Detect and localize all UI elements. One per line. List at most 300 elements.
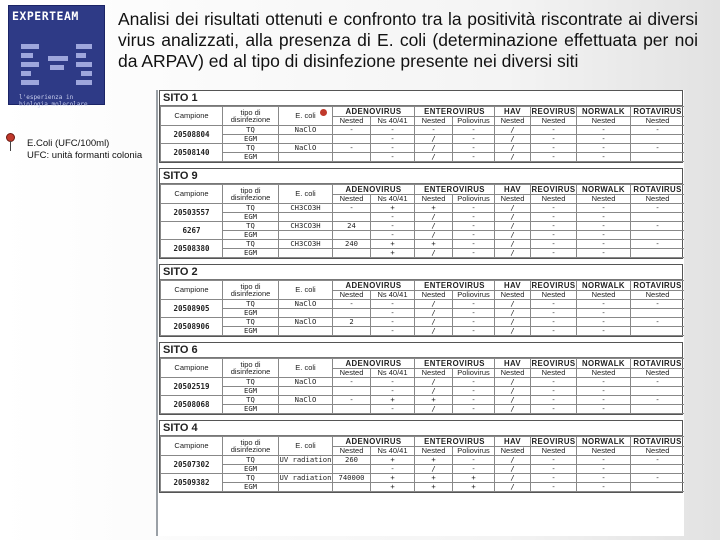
table-row	[161, 318, 685, 327]
result-cell	[279, 153, 333, 162]
result-cell: TQ	[223, 378, 279, 387]
subheader-norwalk-nested: Nested	[577, 117, 631, 126]
result-cell: -	[531, 231, 577, 240]
result-cell: -	[453, 135, 495, 144]
subheader-adeno-nested: Nested	[333, 195, 371, 204]
result-cell: +	[371, 240, 415, 249]
result-cell: TQ	[223, 456, 279, 465]
result-cell: -	[531, 249, 577, 258]
result-cell: /	[495, 318, 531, 327]
subheader-rota-nested: Nested	[631, 195, 685, 204]
header-reovirus: REOVIRUS	[531, 280, 576, 290]
result-cell: /	[415, 222, 453, 231]
header-campione: Campione	[161, 437, 223, 456]
result-cell: /	[415, 309, 453, 318]
result-cell	[279, 387, 333, 396]
subheader-adeno-ns4041: Ns 40/41	[371, 447, 415, 456]
result-cell	[631, 405, 685, 414]
result-cell: -	[631, 456, 685, 465]
result-cell: -	[631, 318, 685, 327]
legend-ufc: UFC: unità formanti colonia	[27, 150, 143, 161]
result-cell	[631, 153, 685, 162]
result-cell: -	[333, 126, 371, 135]
result-cell: -	[371, 126, 415, 135]
result-cell: -	[631, 222, 685, 231]
result-cell: TQ	[223, 396, 279, 405]
result-cell: UV radiation	[279, 473, 332, 483]
header-rotavirus: ROTAVIRUS	[631, 107, 685, 117]
subheader-entero-nested: Nested	[415, 195, 453, 204]
result-cell: /	[495, 396, 531, 405]
header-disinfezione-line: disinfezione	[230, 115, 271, 124]
result-cell	[333, 153, 371, 162]
subheader-reo-nested: Nested	[531, 117, 577, 126]
result-cell: +	[453, 483, 495, 492]
result-cell: NaClO	[279, 144, 333, 153]
result-cell: -	[531, 405, 577, 414]
result-cell: -	[577, 213, 631, 222]
result-cell	[333, 231, 371, 240]
site-table	[159, 420, 683, 493]
result-cell: -	[371, 405, 415, 414]
header-reovirus: REOVIRUS	[531, 184, 576, 194]
subheader-entero-poliovirus: Poliovirus	[453, 117, 495, 126]
result-cell	[333, 213, 371, 222]
header-tipo-line: tipo di	[240, 437, 261, 447]
result-cell: -	[453, 249, 495, 258]
header-row	[161, 107, 685, 117]
subheader-reo-nested: Nested	[531, 369, 577, 378]
subheader-rota-nested: Nested	[631, 117, 685, 126]
result-cell: /	[415, 249, 453, 258]
result-cell: EGM	[223, 405, 279, 414]
result-cell: -	[531, 204, 577, 213]
result-cell	[333, 327, 371, 336]
table-row	[161, 378, 685, 387]
result-cell: -	[631, 204, 685, 213]
result-cell: NaClO	[279, 300, 333, 309]
site-title: SITO 2	[160, 265, 682, 280]
header-tipo-disinfezione	[223, 281, 279, 300]
header-enterovirus: ENTEROVIRUS	[415, 281, 495, 291]
header-adenovirus: ADENOVIRUS	[333, 281, 415, 291]
result-cell: -	[453, 231, 495, 240]
header-campione: Campione	[161, 185, 223, 204]
subheader-entero-poliovirus: Poliovirus	[453, 369, 495, 378]
result-cell: EGM	[223, 387, 279, 396]
site-table	[159, 168, 683, 259]
subheader-reo-nested: Nested	[531, 447, 577, 456]
result-cell: -	[415, 126, 453, 135]
header-norwalk: NORWALK	[577, 437, 631, 447]
result-cell: -	[453, 153, 495, 162]
logo-tagline	[19, 94, 104, 108]
result-cell	[333, 465, 371, 474]
table-row	[161, 222, 685, 231]
header-rotavirus: ROTAVIRUS	[631, 359, 685, 369]
result-cell: -	[333, 378, 371, 387]
result-cell: TQ	[223, 318, 279, 327]
result-cell: -	[453, 222, 495, 231]
result-cell: EGM	[223, 213, 279, 222]
header-hav: HAV	[495, 359, 531, 369]
sample-id: 20508380	[161, 240, 223, 258]
result-cell: NaClO	[279, 318, 333, 327]
header-ecoli: E. coli	[279, 437, 333, 456]
result-cell: +	[415, 483, 453, 492]
results-table	[160, 436, 684, 492]
result-cell	[279, 231, 333, 240]
result-cell: +	[415, 240, 453, 249]
result-cell: -	[453, 378, 495, 387]
header-hav: HAV	[495, 185, 531, 195]
result-cell: -	[453, 318, 495, 327]
result-cell: +	[415, 474, 453, 483]
result-cell: 260	[333, 456, 371, 465]
result-cell: TQ	[223, 204, 279, 213]
subheader-entero-poliovirus: Poliovirus	[453, 447, 495, 456]
result-cell: /	[415, 144, 453, 153]
result-cell: -	[631, 300, 685, 309]
header-tipo-line: tipo di	[240, 185, 261, 195]
result-cell: -	[453, 126, 495, 135]
result-cell: -	[371, 153, 415, 162]
result-cell: /	[415, 327, 453, 336]
result-cell: -	[577, 396, 631, 405]
header-reovirus: REOVIRUS	[531, 358, 576, 368]
result-cell: -	[453, 456, 495, 465]
result-cell: -	[453, 240, 495, 249]
table-row	[161, 483, 685, 492]
experteam-logo	[8, 5, 105, 108]
result-cell: +	[371, 249, 415, 258]
table-row	[161, 387, 685, 396]
result-cell: -	[453, 405, 495, 414]
header-campione: Campione	[161, 281, 223, 300]
result-cell: +	[371, 456, 415, 465]
result-cell	[333, 405, 371, 414]
result-cell	[631, 135, 685, 144]
subheader-adeno-ns4041: Ns 40/41	[371, 117, 415, 126]
result-cell: +	[371, 474, 415, 483]
sample-id: 20507302	[161, 456, 223, 474]
table-row	[161, 300, 685, 309]
result-cell: -	[531, 309, 577, 318]
table-row	[161, 456, 685, 465]
results-table	[160, 184, 684, 258]
sample-id: 20508804	[161, 126, 223, 144]
subheader-hav-nested: Nested	[495, 369, 531, 378]
result-cell: -	[577, 231, 631, 240]
result-cell: /	[495, 456, 531, 465]
site-table	[159, 90, 683, 163]
header-row	[161, 359, 685, 369]
result-cell: -	[333, 300, 371, 309]
result-cell: /	[495, 204, 531, 213]
result-cell: -	[631, 126, 685, 135]
result-cell: -	[531, 144, 577, 153]
result-cell: EGM	[223, 327, 279, 336]
result-cell: EGM	[223, 483, 279, 492]
result-cell: CH3CO3H	[279, 222, 333, 231]
result-cell: EGM	[223, 309, 279, 318]
result-cell: /	[495, 327, 531, 336]
header-norwalk: NORWALK	[577, 359, 631, 369]
header-hav: HAV	[495, 281, 531, 291]
result-cell: +	[415, 456, 453, 465]
header-ecoli: E. coli	[279, 359, 333, 378]
site-table	[159, 264, 683, 337]
result-cell: /	[495, 231, 531, 240]
sample-id: 20508905	[161, 300, 223, 318]
header-tipo-line: tipo di	[240, 281, 261, 291]
header-adenovirus: ADENOVIRUS	[333, 185, 415, 195]
subheader-adeno-nested: Nested	[333, 369, 371, 378]
header-hav: HAV	[495, 107, 531, 117]
result-cell: -	[577, 474, 631, 483]
result-cell: +	[453, 474, 495, 483]
result-cell	[631, 231, 685, 240]
result-cell: -	[577, 309, 631, 318]
subheader-hav-nested: Nested	[495, 447, 531, 456]
result-cell: -	[577, 249, 631, 258]
result-cell: /	[415, 405, 453, 414]
result-cell	[279, 465, 333, 474]
result-cell: CH3CO3H	[279, 204, 333, 213]
result-cell: +	[415, 204, 453, 213]
result-cell: -	[371, 213, 415, 222]
result-cell: -	[333, 204, 371, 213]
table-row	[161, 231, 685, 240]
result-cell: UV radiation	[279, 455, 332, 465]
site-title: SITO 9	[160, 169, 682, 184]
result-cell: -	[531, 126, 577, 135]
result-cell: CH3CO3H	[279, 240, 333, 249]
subheader-adeno-ns4041: Ns 40/41	[371, 291, 415, 300]
result-cell: 24	[333, 222, 371, 231]
result-cell: -	[453, 213, 495, 222]
result-cell: -	[631, 144, 685, 153]
result-cell: +	[371, 204, 415, 213]
result-cell: /	[415, 231, 453, 240]
site-table	[159, 342, 683, 415]
result-cell: -	[531, 240, 577, 249]
result-cell: -	[577, 135, 631, 144]
subheader-norwalk-nested: Nested	[577, 447, 631, 456]
logo-mark-icon	[21, 44, 97, 88]
result-cell	[279, 327, 333, 336]
results-table	[160, 358, 684, 414]
header-norwalk: NORWALK	[577, 185, 631, 195]
result-cell: -	[531, 153, 577, 162]
result-cell: -	[453, 309, 495, 318]
header-disinfezione-line: disinfezione	[230, 289, 271, 298]
result-cell: -	[453, 465, 495, 474]
header-tipo-disinfezione	[223, 185, 279, 204]
result-cell: /	[495, 213, 531, 222]
result-cell: -	[333, 396, 371, 405]
result-cell: EGM	[223, 153, 279, 162]
header-hav: HAV	[495, 437, 531, 447]
header-adenovirus: ADENOVIRUS	[333, 107, 415, 117]
table-row	[161, 204, 685, 213]
sample-id: 20509382	[161, 474, 223, 492]
subheader-reo-nested: Nested	[531, 195, 577, 204]
subheader-rota-nested: Nested	[631, 369, 685, 378]
header-row	[161, 185, 685, 195]
table-row	[161, 240, 685, 249]
result-cell: -	[631, 240, 685, 249]
header-enterovirus: ENTEROVIRUS	[415, 107, 495, 117]
result-cell: /	[415, 318, 453, 327]
result-cell: -	[577, 126, 631, 135]
result-cell: -	[577, 327, 631, 336]
result-cell: -	[577, 387, 631, 396]
result-cell: -	[453, 204, 495, 213]
result-cell: -	[577, 456, 631, 465]
result-cell: -	[531, 222, 577, 231]
result-cell: NaClO	[279, 396, 333, 405]
result-cell: -	[577, 465, 631, 474]
result-cell	[631, 483, 685, 492]
subheader-norwalk-nested: Nested	[577, 195, 631, 204]
subheader-adeno-ns4041: Ns 40/41	[371, 195, 415, 204]
result-cell: /	[495, 249, 531, 258]
result-cell: -	[531, 135, 577, 144]
result-cell	[631, 387, 685, 396]
result-cell: -	[453, 387, 495, 396]
result-cell: TQ	[223, 474, 279, 483]
sample-id: 20502519	[161, 378, 223, 396]
result-cell: EGM	[223, 231, 279, 240]
subheader-adeno-nested: Nested	[333, 117, 371, 126]
result-cell: /	[495, 144, 531, 153]
result-cell: /	[495, 474, 531, 483]
header-disinfezione-line: disinfezione	[230, 445, 271, 454]
result-cell: TQ	[223, 240, 279, 249]
sample-id: 20508906	[161, 318, 223, 336]
table-row	[161, 144, 685, 153]
result-cell: -	[531, 318, 577, 327]
table-row	[161, 405, 685, 414]
result-cell: /	[495, 300, 531, 309]
result-cell: -	[453, 327, 495, 336]
result-cell: -	[371, 309, 415, 318]
logo-title: EXPERTEAM	[12, 9, 79, 23]
header-rotavirus: ROTAVIRUS	[631, 437, 685, 447]
logo-tagline-line-1: l'esperienza in	[19, 94, 74, 101]
result-cell: /	[495, 387, 531, 396]
header-enterovirus: ENTEROVIRUS	[415, 437, 495, 447]
result-cell: TQ	[223, 126, 279, 135]
sample-id: 20503557	[161, 204, 223, 222]
result-cell: /	[415, 387, 453, 396]
subheader-entero-nested: Nested	[415, 369, 453, 378]
table-row	[161, 396, 685, 405]
table-row	[161, 213, 685, 222]
header-tipo-disinfezione	[223, 359, 279, 378]
subheader-hav-nested: Nested	[495, 195, 531, 204]
result-cell	[333, 309, 371, 318]
result-cell: /	[495, 405, 531, 414]
result-cell	[631, 213, 685, 222]
result-cell	[279, 135, 333, 144]
header-campione: Campione	[161, 359, 223, 378]
result-cell: 240	[333, 240, 371, 249]
header-ecoli: E. coli	[279, 281, 333, 300]
result-cell: 740000	[333, 474, 371, 483]
subheader-entero-poliovirus: Poliovirus	[453, 195, 495, 204]
result-cell: -	[577, 204, 631, 213]
subheader-entero-nested: Nested	[415, 291, 453, 300]
subheader-hav-nested: Nested	[495, 117, 531, 126]
result-cell	[279, 249, 333, 258]
sample-id: 20508140	[161, 144, 223, 162]
result-cell: -	[453, 300, 495, 309]
result-cell	[631, 327, 685, 336]
header-norwalk: NORWALK	[577, 281, 631, 291]
result-cell: -	[531, 213, 577, 222]
header-campione: Campione	[161, 107, 223, 126]
result-cell: /	[495, 135, 531, 144]
result-cell: EGM	[223, 465, 279, 474]
result-cell: -	[631, 396, 685, 405]
result-cell: -	[531, 456, 577, 465]
site-title: SITO 4	[160, 421, 682, 436]
header-tipo-line: tipo di	[240, 359, 261, 369]
header-tipo-disinfezione	[223, 437, 279, 456]
result-cell: /	[415, 465, 453, 474]
header-disinfezione-line: disinfezione	[230, 367, 271, 376]
result-cell: /	[495, 309, 531, 318]
result-cell	[279, 309, 333, 318]
result-cell: -	[531, 483, 577, 492]
result-cell: EGM	[223, 135, 279, 144]
result-cell: -	[531, 465, 577, 474]
result-cell	[279, 405, 333, 414]
result-cell: TQ	[223, 222, 279, 231]
result-cell: -	[371, 222, 415, 231]
header-enterovirus: ENTEROVIRUS	[415, 185, 495, 195]
result-cell: -	[333, 144, 371, 153]
result-cell: -	[631, 378, 685, 387]
subheader-adeno-nested: Nested	[333, 291, 371, 300]
subheader-norwalk-nested: Nested	[577, 369, 631, 378]
result-cell: -	[371, 231, 415, 240]
result-cell: -	[371, 378, 415, 387]
result-cell: -	[453, 396, 495, 405]
result-cell: -	[577, 240, 631, 249]
result-cell: /	[495, 153, 531, 162]
result-cell: -	[577, 318, 631, 327]
result-cell	[333, 135, 371, 144]
logo-tagline-line-2: biologia molecolare	[19, 101, 88, 108]
result-cell: -	[371, 144, 415, 153]
result-cell: -	[371, 387, 415, 396]
header-tipo-disinfezione	[223, 107, 279, 126]
subheader-hav-nested: Nested	[495, 291, 531, 300]
table-row	[161, 126, 685, 135]
ecoli-marker-icon	[320, 109, 327, 116]
results-table	[160, 280, 684, 336]
result-cell: TQ	[223, 300, 279, 309]
result-cell	[631, 309, 685, 318]
subheader-rota-nested: Nested	[631, 291, 685, 300]
result-cell: /	[495, 126, 531, 135]
result-cell: -	[371, 135, 415, 144]
result-cell: /	[415, 378, 453, 387]
result-cell	[279, 213, 333, 222]
